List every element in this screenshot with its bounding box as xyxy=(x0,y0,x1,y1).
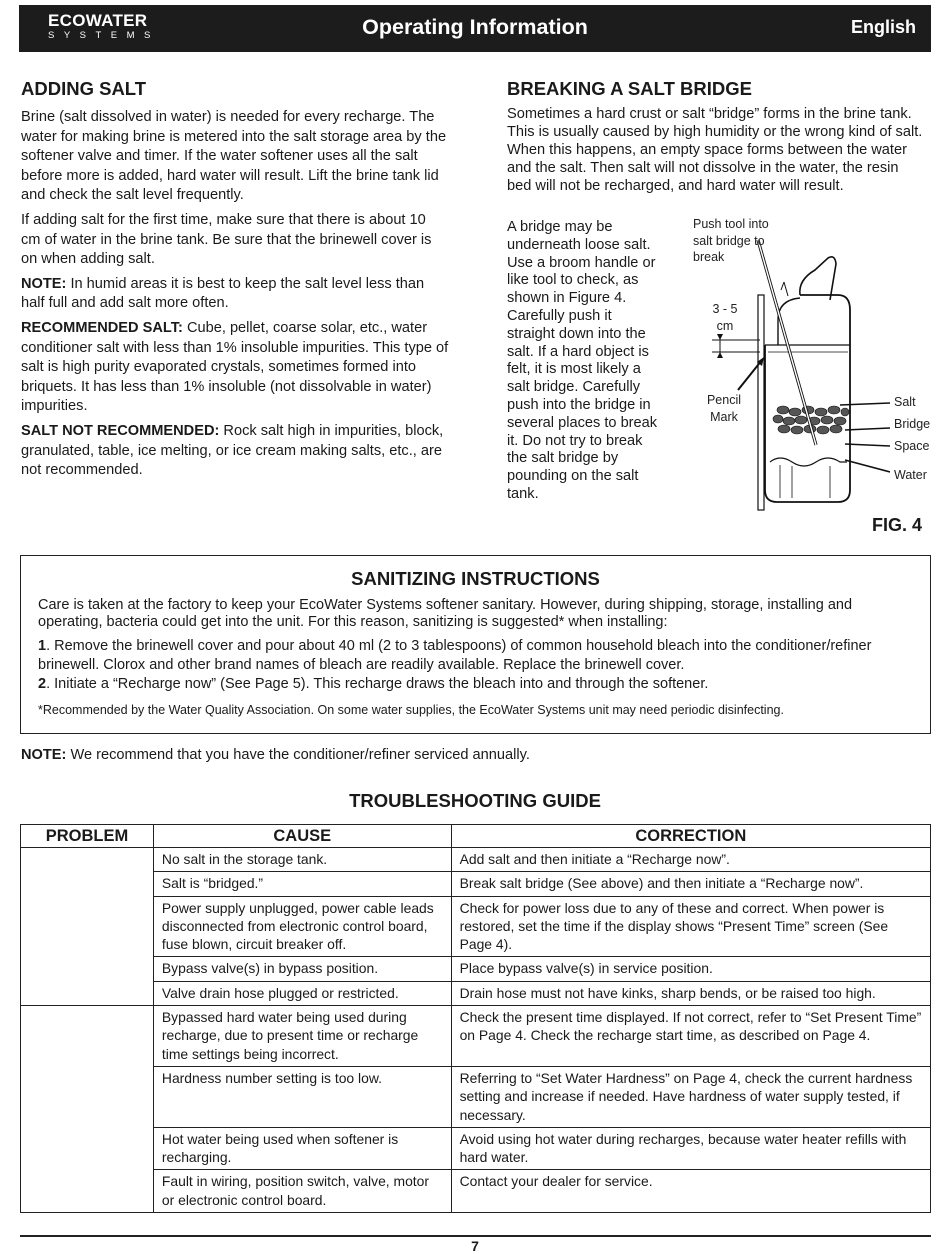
table-row xyxy=(21,848,931,872)
sanitizing-instructions-box xyxy=(20,555,931,734)
salt-label: Salt xyxy=(894,395,916,409)
note-label: NOTE: xyxy=(21,275,67,292)
troubleshooting-heading: TROUBLESHOOTING GUIDE xyxy=(349,790,601,811)
cause-cell: Hot water being used when softener is recharging. xyxy=(153,1127,451,1170)
adding-salt-heading: ADDING SALT xyxy=(21,78,147,99)
water-label: Water xyxy=(894,468,927,482)
pencil-mark-label: Pencil Mark xyxy=(706,393,742,424)
brand-subtitle: SYSTEMS xyxy=(48,30,160,41)
salt-not-recommended xyxy=(21,422,449,481)
cause-cell: Salt is “bridged.” xyxy=(153,872,451,896)
bridge-label: Bridge xyxy=(894,417,931,431)
sanitizing-intro: Care is taken at the factory to keep your EcoWater Systems softener sanitary. However, during shipping, storage, installing and operating, bacteria could get into the unit. For this reason, sanitizing is suggested* when installing: xyxy=(38,597,853,630)
cause-cell: Valve drain hose plugged or restricted. xyxy=(153,981,451,1005)
note-text: In humid areas it is best to keep the salt level less than half full and add salt more often. xyxy=(21,275,425,312)
table-row xyxy=(21,896,931,957)
correction-cell: Avoid using hot water during recharges, because water heater refills with hard water. xyxy=(451,1127,930,1170)
correction-cell: Check for power loss due to any of these and correct. When power is restored, set the time if the display shows “Present Time” screen (See Page 4). xyxy=(451,896,930,957)
sanitizing-step-2 xyxy=(38,675,918,694)
adding-salt-paragraph-2: If adding salt for the first time, make sure that there is about 10 cm of water in the brine tank. Be sure that the brinewell cover is on when adding salt. xyxy=(21,211,432,268)
salt-bridge-heading: BREAKING A SALT BRIDGE xyxy=(507,78,752,99)
figure-caption: FIG. 4 xyxy=(872,515,923,535)
recommended-salt xyxy=(21,319,449,417)
page-header xyxy=(19,5,931,52)
correction-column-header: CORRECTION xyxy=(451,825,930,848)
problem-cell xyxy=(21,1006,154,1213)
cause-cell: Fault in wiring, position switch, valve, motor or electronic control board. xyxy=(153,1170,451,1213)
salt-bridge-illustration xyxy=(680,240,890,515)
correction-cell: Add salt and then initiate a “Recharge now”. xyxy=(451,848,930,872)
table-row xyxy=(21,1006,931,1067)
correction-cell: Check the present time displayed. If not correct, refer to “Set Present Time” on Page 4. Check the recharge start time, as described on Page 4. xyxy=(451,1006,930,1067)
cause-cell: Power supply unplugged, power cable leads disconnected from electronic control board, fuse blown, circuit breaker off. xyxy=(153,896,451,957)
brand-name: ECOWATER xyxy=(48,11,148,30)
sanitizing-step-1 xyxy=(38,637,918,674)
cause-column-header: CAUSE xyxy=(153,825,451,848)
footer-rule xyxy=(20,1235,931,1237)
not-recommended-text: Rock salt high in impurities, block, granulated, table, ice melting, or ice cream making salts, etc., are not recommended. xyxy=(21,422,444,479)
salt-bridge-instructions: A bridge may be underneath loose salt. Use a broom handle or like tool to check, as shown in Figure 4. Carefully push it straight down into the salt. If a hard object is felt, it is most likely a salt bridge. Carefully push into the bridge in several places to break it. Do not try to break the salt bridge by pounding on the salt tank. xyxy=(507,219,658,502)
page-number: 7 xyxy=(471,1238,479,1254)
correction-cell: Contact your dealer for service. xyxy=(451,1170,930,1213)
measure-label: 3 - 5 cm xyxy=(712,302,738,333)
page-title: Operating Information xyxy=(362,15,588,39)
recommended-salt-text: Cube, pellet, coarse solar, etc., water conditioner salt with less than 1% insoluble impurities. This type of salt is high purity evaporated crystals, sometimes formed into briquets. It has less than 1% insoluble (not dissolvable in water) impurities. xyxy=(21,319,449,415)
salt-bridge-intro: Sometimes a hard crust or salt “bridge” forms in the brine tank. This is usually caused by high humidity or the wrong kind of salt. When this happens, an empty space forms between the water and the salt. Then salt will not dissolve in the water, the resin bed will not be recharged, and hard water will result. xyxy=(507,106,923,194)
humid-note xyxy=(21,275,449,314)
not-recommended-label: SALT NOT RECOMMENDED: xyxy=(21,422,220,439)
table-row xyxy=(21,1066,931,1127)
step-2-number: 2 xyxy=(38,676,47,692)
step-2-text: . Initiate a “Recharge now” (See Page 5). This recharge draws the bleach into and through the softener. xyxy=(46,676,709,692)
correction-cell: Drain hose must not have kinks, sharp bends, or be raised too high. xyxy=(451,981,930,1005)
table-row xyxy=(21,872,931,896)
sanitizing-footnote: *Recommended by the Water Quality Association. On some water supplies, the EcoWater Systems unit may need periodic disinfecting. xyxy=(38,703,784,717)
recommended-salt-label: RECOMMENDED SALT: xyxy=(21,319,183,336)
correction-cell: Referring to “Set Water Hardness” on Page 4, check the current hardness setting and increase if needed. Have hardness of water supply tested, if necessary. xyxy=(451,1066,930,1127)
table-row xyxy=(21,1170,931,1213)
service-note xyxy=(21,747,530,763)
cause-cell: Hardness number setting is too low. xyxy=(153,1066,451,1127)
correction-cell: Place bypass valve(s) in service position. xyxy=(451,957,930,981)
adding-salt-paragraph-1: Brine (salt dissolved in water) is needed for every recharge. The water for making brine is metered into the salt storage area by the softener valve and timer. If the water softener uses all the salt before more is added, hard water will result. Lift the brine tank lid and check the salt level frequently. xyxy=(21,109,447,204)
service-note-text: We recommend that you have the conditioner/refiner serviced annually. xyxy=(66,747,530,763)
space-label: Space xyxy=(894,439,930,453)
problem-cell xyxy=(21,848,154,1006)
language-label: English xyxy=(850,17,916,37)
cause-cell: Bypass valve(s) in bypass position. xyxy=(153,957,451,981)
problem-column-header: PROBLEM xyxy=(21,825,154,848)
adding-salt-section xyxy=(21,78,449,481)
push-tool-label: Push tool into salt bridge to break xyxy=(693,217,769,264)
table-header-row xyxy=(21,825,931,848)
sanitizing-heading: SANITIZING INSTRUCTIONS xyxy=(351,568,600,589)
step-1-text: . Remove the brinewell cover and pour about 40 ml (2 to 3 tablespoons) of common household bleach into the conditioner/refiner brinewell. Clorox and other brand names of bleach are readily available. Replace the brinewell cover. xyxy=(38,638,872,673)
table-row xyxy=(21,1127,931,1170)
troubleshooting-table xyxy=(20,824,931,1213)
correction-cell: Break salt bridge (See above) and then initiate a “Recharge now”. xyxy=(451,872,930,896)
cause-cell: Bypassed hard water being used during recharge, due to present time or recharge time settings being incorrect. xyxy=(153,1006,451,1067)
table-row xyxy=(21,981,931,1005)
cause-cell: No salt in the storage tank. xyxy=(153,848,451,872)
step-1-number: 1 xyxy=(38,638,47,654)
service-note-label: NOTE: xyxy=(21,747,67,763)
table-row xyxy=(21,957,931,981)
